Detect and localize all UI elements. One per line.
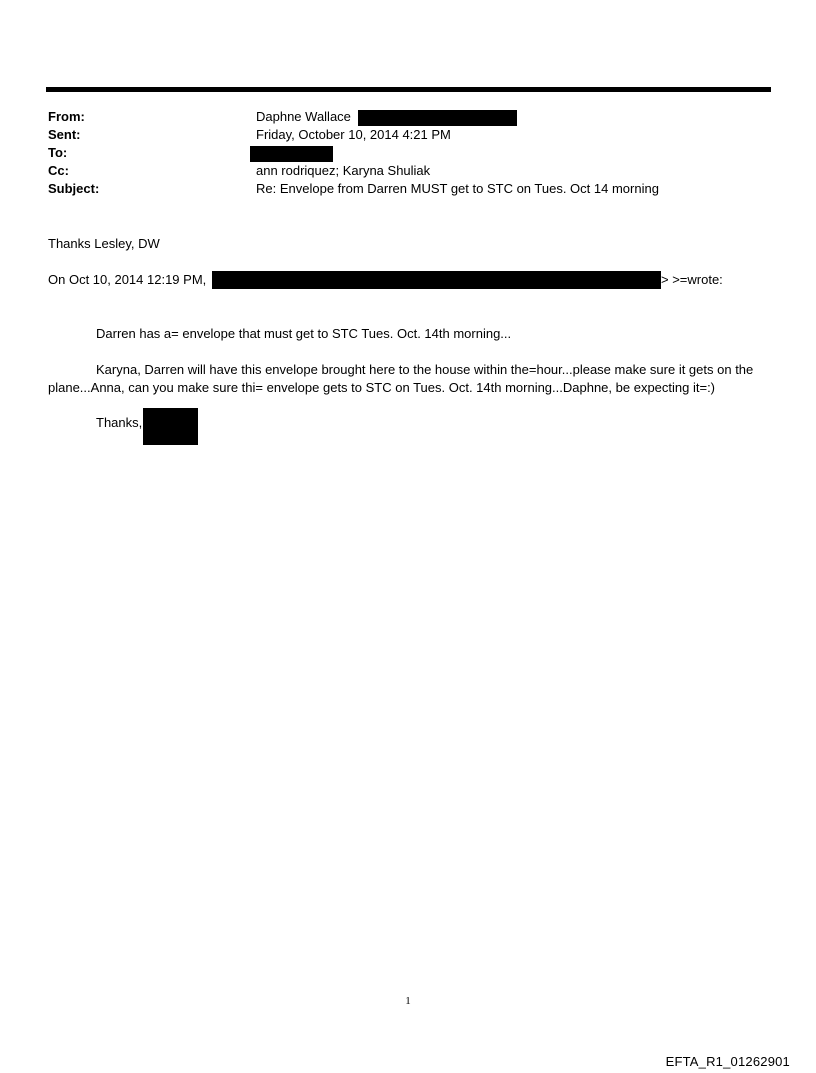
redaction-to-recipient (250, 146, 333, 162)
redaction-quote-sender (212, 271, 661, 289)
from-value: Daphne Wallace (256, 109, 351, 124)
quoted-paragraph-1: Darren has a= envelope that must get to STC Tues. Oct. 14th morning... (96, 326, 512, 341)
top-rule-divider (46, 87, 771, 92)
quote-intro-suffix: > >=wrote: (661, 272, 723, 287)
redaction-signature (143, 408, 198, 445)
quoted-paragraph-2: Karyna, Darren will have this envelope brought here to the house within the=hour...please make sure it gets on the plane...Anna, can you make sure thi= envelope gets to STC on Tues. Oct. 14th morning...Daphne, be expecting it=:) (48, 362, 754, 395)
from-label: From: (48, 109, 85, 124)
cc-value: ann rodriquez; Karyna Shuliak (256, 163, 431, 178)
subject-value: Re: Envelope from Darren MUST get to STC on Tues. Oct 14 morning (256, 181, 659, 196)
redaction-from-email (358, 110, 517, 126)
sent-value: Friday, October 10, 2014 4:21 PM (256, 127, 451, 142)
quote-intro-prefix: On Oct 10, 2014 12:19 PM, (48, 272, 207, 287)
bates-number: EFTA_R1_01262901 (665, 1054, 790, 1069)
cc-label: Cc: (48, 163, 69, 178)
page-number: 1 (405, 995, 411, 1007)
signoff: Thanks, (96, 415, 143, 430)
reply-line: Thanks Lesley, DW (48, 236, 160, 251)
to-label: To: (48, 145, 68, 160)
sent-label: Sent: (48, 127, 81, 142)
subject-label: Subject: (48, 181, 100, 196)
